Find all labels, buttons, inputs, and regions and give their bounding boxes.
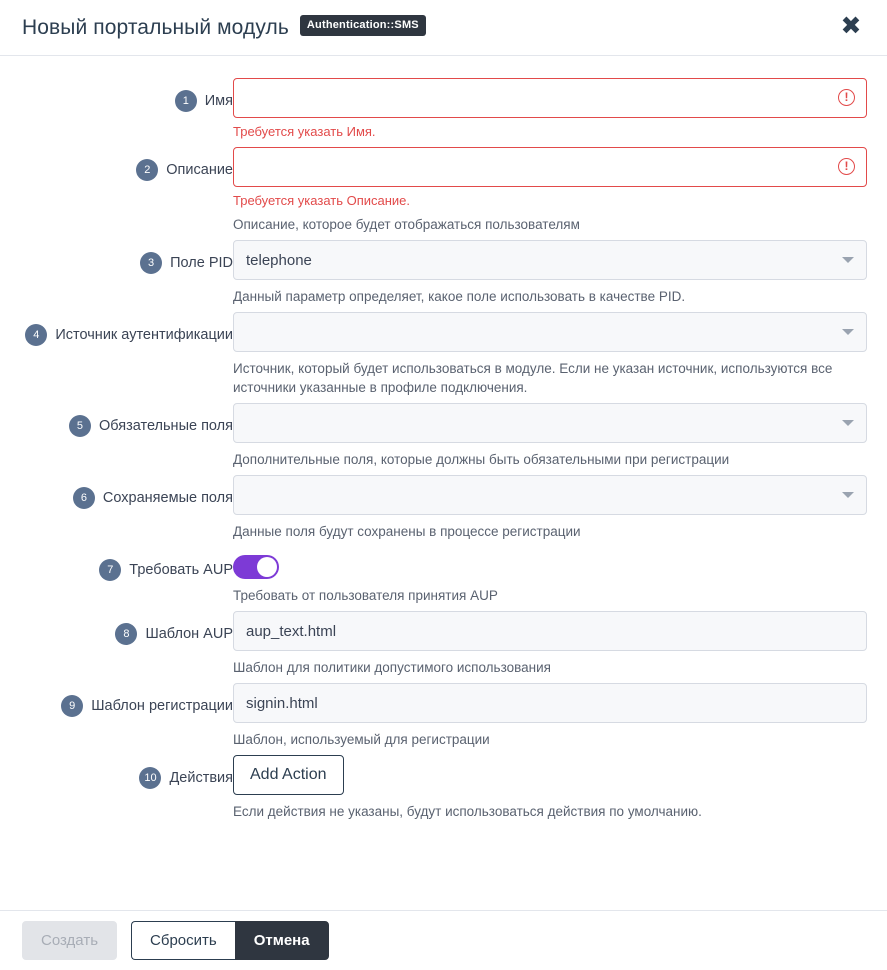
field-label-require-aup: Требовать AUP	[129, 562, 233, 578]
aup-template-hint: Шаблон для политики допустимого использования	[233, 660, 551, 675]
form-row-name	[0, 78, 887, 141]
close-icon[interactable]: ✖	[840, 11, 862, 40]
label-col-aup-template	[0, 611, 233, 645]
signin-template-hint: Шаблон, используемый для регистрации	[233, 732, 490, 747]
auth-source-select[interactable]	[233, 312, 867, 352]
label-col-signin-template	[0, 683, 233, 717]
step-badge: 2	[136, 159, 158, 181]
stored-fields-select[interactable]	[233, 475, 867, 515]
module-type-badge: Authentication::SMS	[300, 15, 426, 36]
field-label-stored-fields: Сохраняемые поля	[102, 490, 233, 506]
pid-field-hint: Данный параметр определяет, какое поле использовать в качестве PID.	[233, 289, 686, 304]
input-col-auth-source	[233, 312, 867, 397]
form-row-required-fields	[0, 403, 887, 469]
form-row-stored-fields	[0, 475, 887, 541]
step-badge: 4	[25, 324, 47, 346]
require-aup-hint: Требовать от пользователя принятия AUP	[233, 588, 498, 603]
add-action-button[interactable]: Add Action	[233, 755, 344, 795]
label-col-pid-field	[0, 240, 233, 274]
form-row-require-aup	[0, 547, 887, 605]
label-col-actions	[0, 755, 233, 789]
label-col-stored-fields	[0, 475, 233, 509]
form-row-description	[0, 147, 887, 234]
chevron-down-icon	[842, 420, 854, 426]
required-fields-hint: Дополнительные поля, которые должны быть обязательными при регистрации	[233, 452, 730, 467]
chevron-down-icon	[842, 257, 854, 263]
input-col-description	[233, 147, 867, 234]
signin-template-input[interactable]	[233, 683, 867, 723]
dialog-footer	[0, 910, 887, 970]
input-col-aup-template	[233, 611, 867, 677]
input-wrap-description	[233, 147, 867, 187]
field-label-actions: Действия	[169, 770, 233, 786]
step-badge: 9	[61, 695, 83, 717]
form-row-aup-template	[0, 611, 887, 677]
label-col-name	[0, 78, 233, 112]
input-wrap-name	[233, 78, 867, 118]
input-col-signin-template	[233, 683, 867, 749]
cancel-button[interactable]: Отмена	[235, 921, 329, 960]
require-aup-toggle[interactable]	[233, 555, 279, 579]
chevron-down-icon	[842, 329, 854, 335]
field-label-description: Описание	[166, 162, 233, 178]
toggle-knob	[257, 557, 277, 577]
description-input[interactable]	[233, 147, 867, 187]
error-icon: !	[838, 89, 855, 106]
pid-field-select[interactable]	[233, 240, 867, 280]
required-fields-select[interactable]	[233, 403, 867, 443]
description-error-message: Требуется указать Описание.	[233, 193, 411, 208]
step-badge: 1	[175, 90, 197, 112]
aup-template-input[interactable]	[233, 611, 867, 651]
form-row-pid-field	[0, 240, 887, 306]
form-row-actions	[0, 755, 887, 821]
dialog-body	[0, 56, 887, 910]
stored-fields-hint: Данные поля будут сохранены в процессе регистрации	[233, 524, 581, 539]
input-col-actions	[233, 755, 867, 821]
input-col-stored-fields	[233, 475, 867, 541]
input-col-name	[233, 78, 867, 141]
step-badge: 10	[139, 767, 161, 789]
field-label-name: Имя	[204, 93, 233, 109]
label-col-auth-source	[0, 312, 233, 346]
label-col-required-fields	[0, 403, 233, 437]
actions-hint: Если действия не указаны, будут использоваться действия по умолчанию.	[233, 804, 702, 819]
field-label-aup-template: Шаблон AUP	[145, 626, 233, 642]
field-label-auth-source: Источник аутентификации	[55, 327, 233, 343]
step-badge: 8	[115, 623, 137, 645]
form-row-auth-source	[0, 312, 887, 397]
form-row-signin-template	[0, 683, 887, 749]
field-label-pid-field: Поле PID	[170, 255, 233, 271]
name-input[interactable]	[233, 78, 867, 118]
input-col-require-aup	[233, 547, 867, 605]
dialog-header	[0, 0, 887, 56]
name-error-message: Требуется указать Имя.	[233, 124, 376, 139]
label-col-require-aup	[0, 547, 233, 581]
field-label-signin-template: Шаблон регистрации	[91, 698, 233, 714]
reset-button[interactable]: Сбросить	[131, 921, 235, 960]
page-title: Новый портальный модуль	[22, 15, 289, 39]
step-badge: 7	[99, 559, 121, 581]
pid-field-value: telephone	[246, 251, 312, 269]
error-icon: !	[838, 158, 855, 175]
label-col-description	[0, 147, 233, 181]
field-label-required-fields: Обязательные поля	[98, 418, 233, 434]
create-button[interactable]: Создать	[22, 921, 117, 960]
chevron-down-icon	[842, 492, 854, 498]
step-badge: 5	[69, 415, 91, 437]
step-badge: 3	[140, 252, 162, 274]
input-col-required-fields	[233, 403, 867, 469]
step-badge: 6	[73, 487, 95, 509]
auth-source-hint: Источник, который будет использоваться в модуле. Если не указан источник, используются все источники указанные в профиле подключения.	[233, 361, 833, 395]
description-hint: Описание, которое будет отображаться пользователям	[233, 217, 580, 232]
input-col-pid-field	[233, 240, 867, 306]
